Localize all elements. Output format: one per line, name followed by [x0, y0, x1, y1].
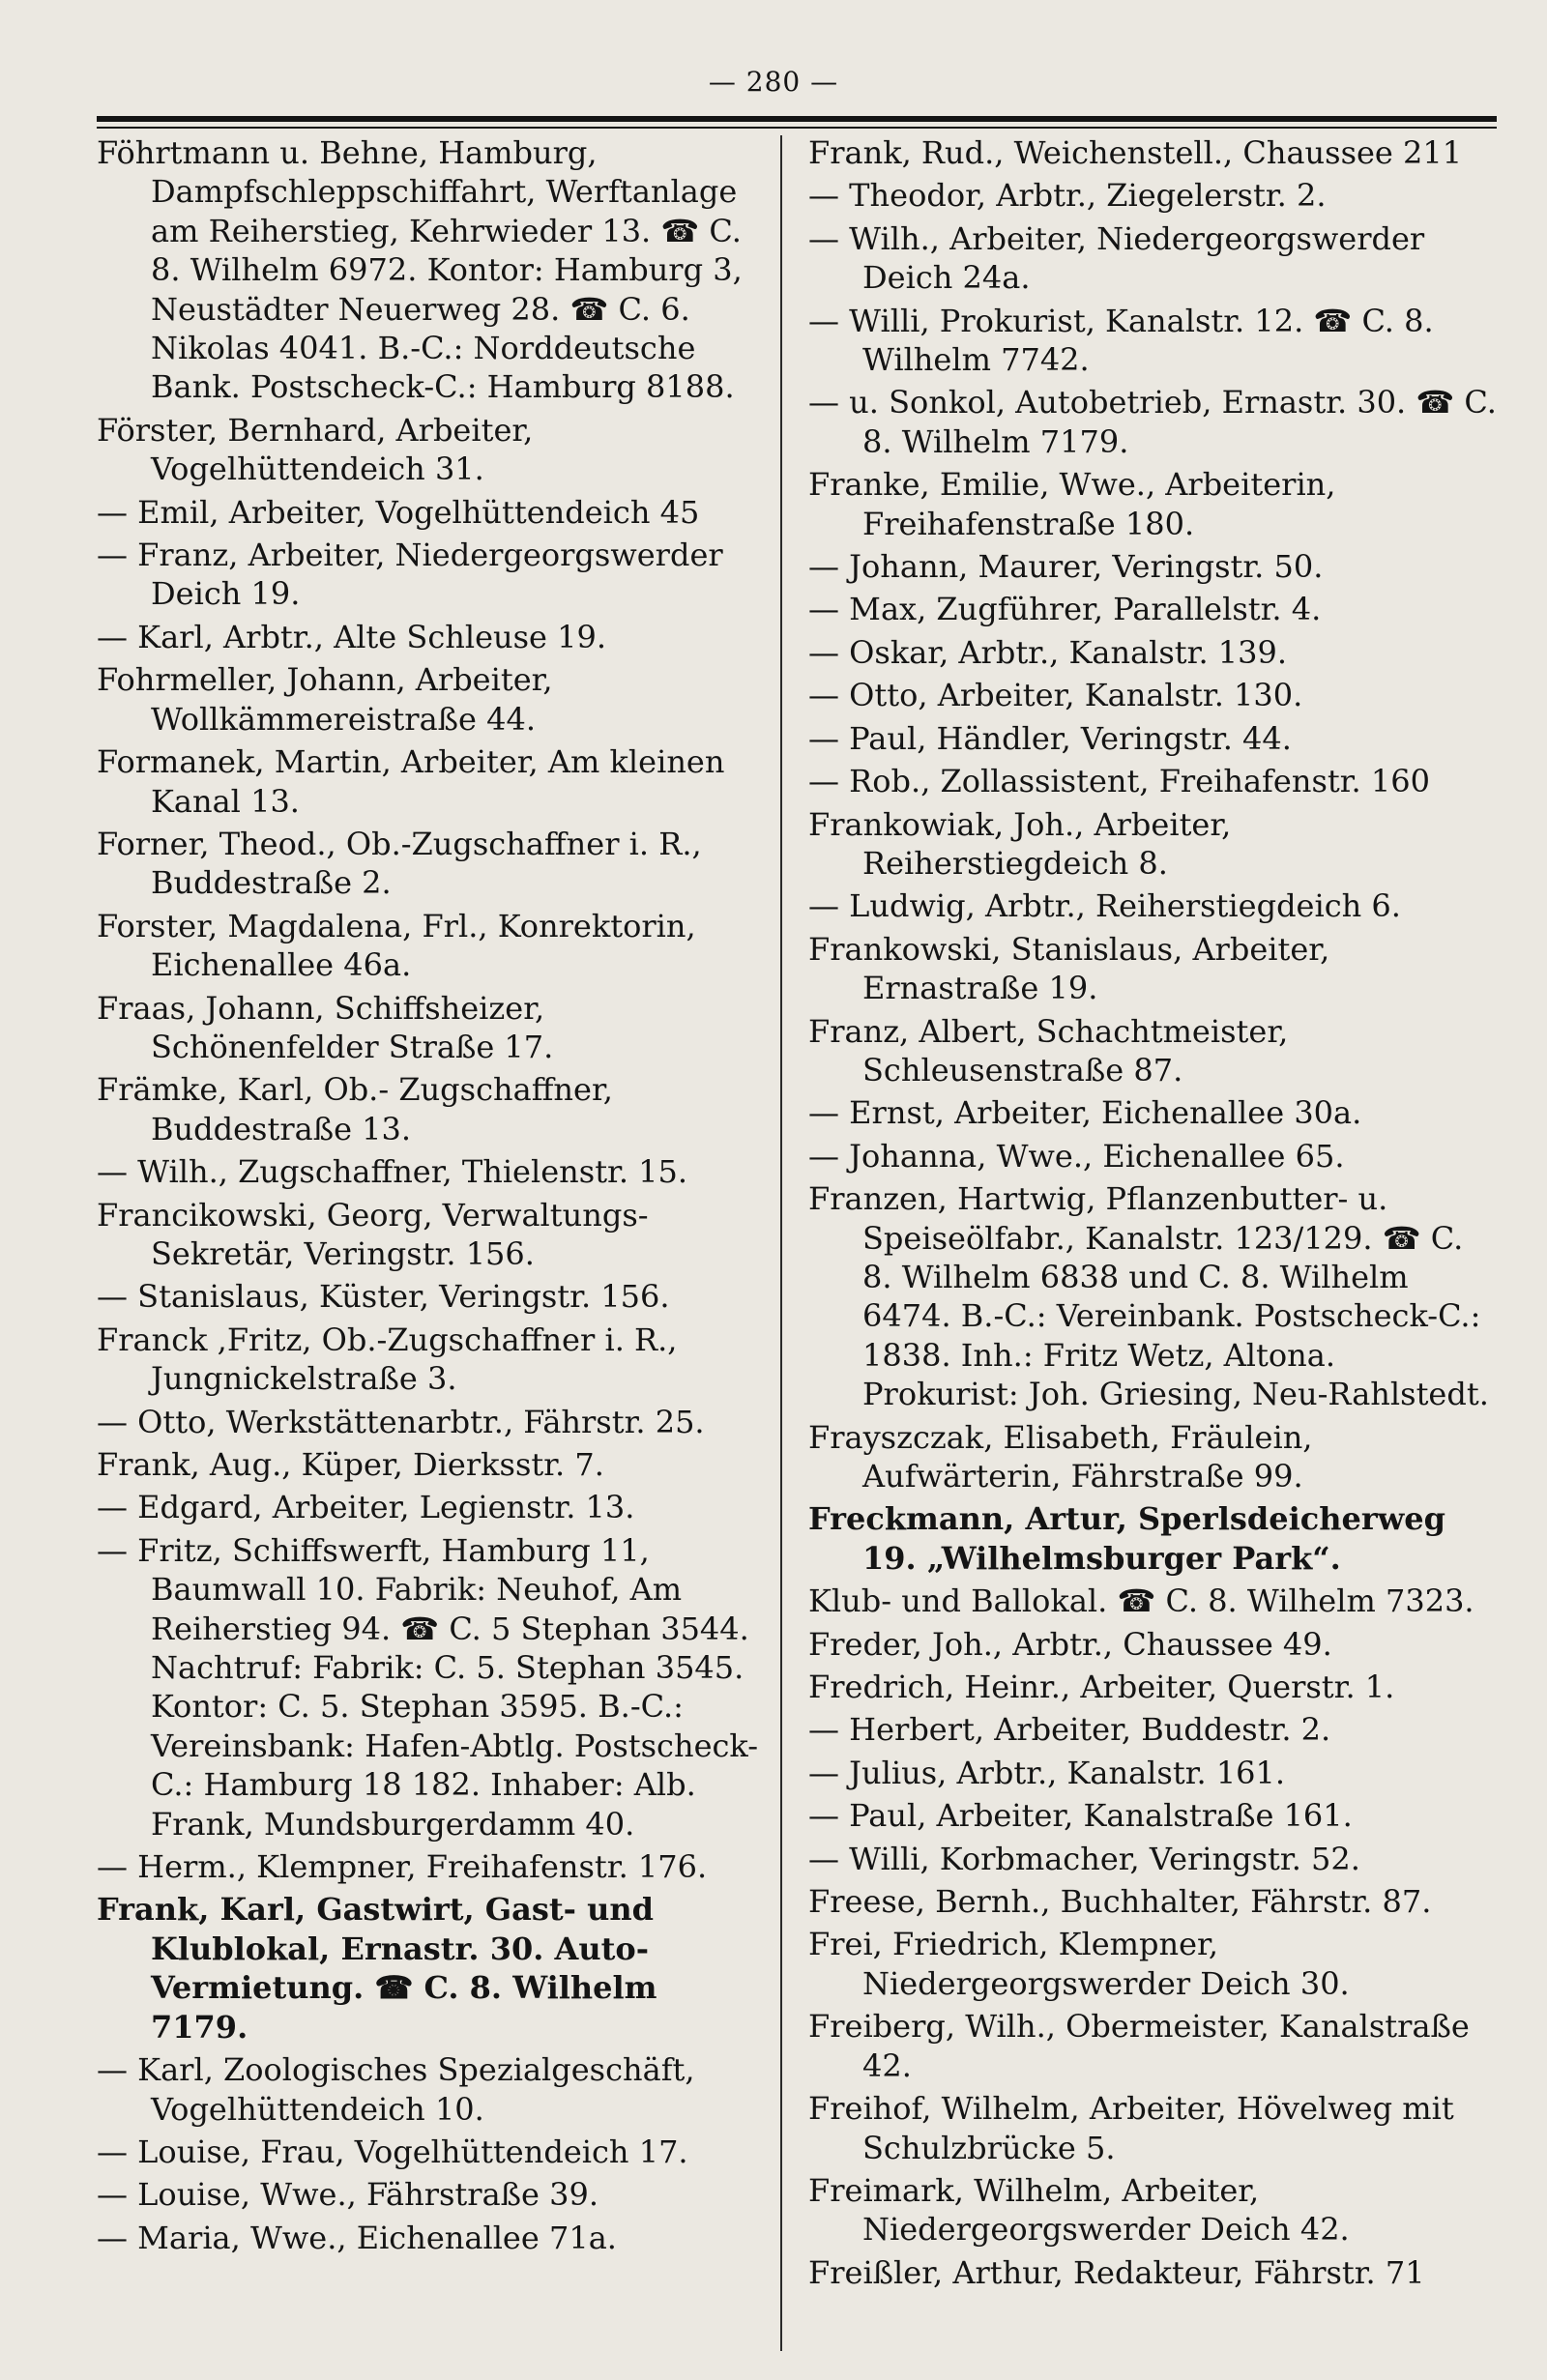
directory-entry: — Stanislaus, Küster, Veringstr. 156.: [97, 1278, 670, 1316]
directory-entry: Fraas, Johann, Schiffsheizer, Schönenfelder Straße 17.: [97, 989, 554, 1065]
directory-entry: Föhrtmann u. Behne, Hamburg, Dampfschleppschiffahrt, Werftanlage am Reiherstieg, Kehrwieder 13. ☎ C. 8. Wilhelm 6972. Kontor: Hamburg 3, Neustädter Neuerweg 28. ☎ C. 6. Nikolas 4041. B.-C.: Norddeutsche Bank. Postscheck-C.: Hamburg 8188.: [97, 134, 743, 406]
directory-entry: Forster, Magdalena, Frl., Konrektorin, Eichenallee 46a.: [97, 907, 696, 984]
directory-entry: — Edgard, Arbeiter, Legienstr. 13.: [97, 1489, 635, 1526]
directory-entry: Freißler, Arthur, Redakteur, Fährstr. 71: [808, 2253, 1425, 2291]
directory-entry: — Louise, Frau, Vogelhüttendeich 17.: [97, 2133, 688, 2170]
page-number: — 280 —: [708, 66, 839, 98]
directory-entry: Forner, Theod., Ob.-Zugschaffner i. R., Buddestraße 2.: [97, 825, 702, 902]
directory-entry: Fredrich, Heinr., Arbeiter, Querstr. 1.: [808, 1669, 1395, 1706]
directory-entry: — Wilh., Arbeiter, Niedergeorgswerder Deich 24a.: [808, 219, 1425, 297]
directory-entry: — Franz, Arbeiter, Niedergeorgswerder Deich 19.: [97, 537, 723, 613]
directory-entry: Klub- und Ballokal. ☎ C. 8. Wilhelm 7323.: [808, 1582, 1474, 1620]
directory-entry: — Willi, Prokurist, Kanalstr. 12. ☎ C. 8. Wilhelm 7742.: [808, 302, 1434, 379]
directory-entry: Frei, Friedrich, Klempner, Niedergeorgswerder Deich 30.: [808, 1926, 1350, 2002]
directory-entry: — Maria, Wwe., Eichenallee 71a.: [97, 2219, 617, 2256]
directory-entry: Freder, Joh., Arbtr., Chaussee 49.: [808, 1625, 1332, 1663]
header-rule-thick: [97, 116, 1497, 122]
directory-entry: Franzen, Hartwig, Pflanzenbutter- u. Speiseölfabr., Kanalstr. 123/129. ☎ C. 8. Wilhelm 6838 und C. 8. Wilhelm 6474. B.-C.: Vereinbank. Postscheck-C.: 1838. Inh.: Fritz Wetz, Altona. Prokurist: Joh. Griesing, Neu-Rahlstedt.: [808, 1180, 1489, 1413]
directory-entry: Freimark, Wilhelm, Arbeiter, Niedergeorgswerder Deich 42.: [808, 2171, 1350, 2249]
directory-entry: — Paul, Händler, Veringstr. 44.: [808, 719, 1292, 757]
directory-entry: — Oskar, Arbtr., Kanalstr. 139.: [808, 633, 1288, 671]
column-divider: [780, 135, 782, 2351]
directory-entry: — Louise, Wwe., Fährstraße 39.: [97, 2176, 599, 2214]
directory-entry: — Johann, Maurer, Veringstr. 50.: [808, 548, 1324, 586]
directory-entry: Frankowski, Stanislaus, Arbeiter, Ernastraße 19.: [808, 930, 1330, 1007]
directory-entry: — Paul, Arbeiter, Kanalstraße 161.: [808, 1797, 1353, 1835]
directory-entry: Franke, Emilie, Wwe., Arbeiterin, Freihafenstraße 180.: [808, 466, 1336, 542]
directory-entry: — u. Sonkol, Autobetrieb, Ernastr. 30. ☎ C. 8. Wilhelm 7179.: [808, 384, 1497, 460]
directory-entry: — Rob., Zollassistent, Freihafenstr. 160: [808, 763, 1430, 800]
header-rule-thin: [97, 127, 1497, 129]
directory-entry: — Herbert, Arbeiter, Buddestr. 2.: [808, 1711, 1331, 1749]
left-column: [97, 133, 764, 2261]
directory-entry: — Herm., Klempner, Freihafenstr. 176.: [97, 1848, 708, 1886]
right-column: [808, 133, 1497, 2296]
directory-entry: Frayszczak, Elisabeth, Fräulein, Aufwärterin, Fährstraße 99.: [808, 1418, 1313, 1495]
directory-entry: — Max, Zugführer, Parallelstr. 4.: [808, 591, 1322, 628]
directory-entry: — Theodor, Arbtr., Ziegelerstr. 2.: [808, 177, 1327, 215]
directory-entry: Francikowski, Georg, Verwaltungs-Sekretär, Veringstr. 156.: [97, 1196, 649, 1272]
directory-entry: — Ludwig, Arbtr., Reiherstiegdeich 6.: [808, 887, 1401, 925]
directory-entry: Förster, Bernhard, Arbeiter, Vogelhüttendeich 31.: [97, 411, 534, 488]
directory-entry: Frank, Rud., Weichenstell., Chaussee 211: [808, 134, 1463, 171]
directory-entry: — Ernst, Arbeiter, Eichenallee 30a.: [808, 1094, 1362, 1132]
directory-entry: Freese, Bernh., Buchhalter, Fährstr. 87.: [808, 1883, 1432, 1921]
directory-entry: — Karl, Arbtr., Alte Schleuse 19.: [97, 618, 607, 655]
directory-entry: Främke, Karl, Ob.- Zugschaffner, Buddestraße 13.: [97, 1071, 613, 1147]
directory-entry: Franz, Albert, Schachtmeister, Schleusenstraße 87.: [808, 1012, 1289, 1088]
directory-entry: Frank, Karl, Gastwirt, Gast- und Klublokal, Ernastr. 30. Auto-Vermietung. ☎ C. 8. Wilhelm 7179.: [97, 1891, 657, 2046]
directory-entry: Freckmann, Artur, Sperlsdeicherweg 19. „Wilhelmsburger Park“.: [808, 1500, 1445, 1577]
directory-entry: Freiberg, Wilh., Obermeister, Kanalstraße 42.: [808, 2008, 1470, 2084]
directory-entry: Frank, Aug., Küper, Dierksstr. 7.: [97, 1446, 604, 1483]
directory-entry: Franck ,Fritz, Ob.-Zugschaffner i. R., Jungnickelstraße 3.: [97, 1321, 678, 1398]
directory-entry: — Julius, Arbtr., Kanalstr. 161.: [808, 1754, 1286, 1791]
directory-entry: Fohrmeller, Johann, Arbeiter, Wollkämmereistraße 44.: [97, 661, 553, 738]
directory-entry: Freihof, Wilhelm, Arbeiter, Hövelweg mit Schulzbrücke 5.: [808, 2090, 1454, 2166]
directory-entry: — Johanna, Wwe., Eichenallee 65.: [808, 1137, 1345, 1175]
directory-entry: Frankowiak, Joh., Arbeiter, Reiherstiegdeich 8.: [808, 805, 1232, 882]
directory-entry: — Emil, Arbeiter, Vogelhüttendeich 45: [97, 493, 700, 531]
directory-entry: Formanek, Martin, Arbeiter, Am kleinen Kanal 13.: [97, 743, 725, 820]
directory-entry: — Otto, Werkstättenarbtr., Fährstr. 25.: [97, 1403, 705, 1440]
directory-entry: — Otto, Arbeiter, Kanalstr. 130.: [808, 677, 1303, 714]
directory-entry: — Willi, Korbmacher, Veringstr. 52.: [808, 1840, 1360, 1877]
directory-entry: — Karl, Zoologisches Spezialgeschäft, Vogelhüttendeich 10.: [97, 2051, 695, 2128]
directory-entry: — Wilh., Zugschaffner, Thielenstr. 15.: [97, 1153, 688, 1191]
directory-entry: — Fritz, Schiffswerft, Hamburg 11, Baumwall 10. Fabrik: Neuhof, Am Reiherstieg 94. ☎ C. 5 Stephan 3544. Nachtruf: Fabrik: C. 5. Stephan 3545. Kontor: C. 5. Stephan 3595. B.-C.: Vereinsbank: Hafen-Abtlg. Postscheck-C.: Hamburg 18 182. Inhaber: Alb. Frank, Mundsburgerdamm 40.: [97, 1531, 759, 1843]
